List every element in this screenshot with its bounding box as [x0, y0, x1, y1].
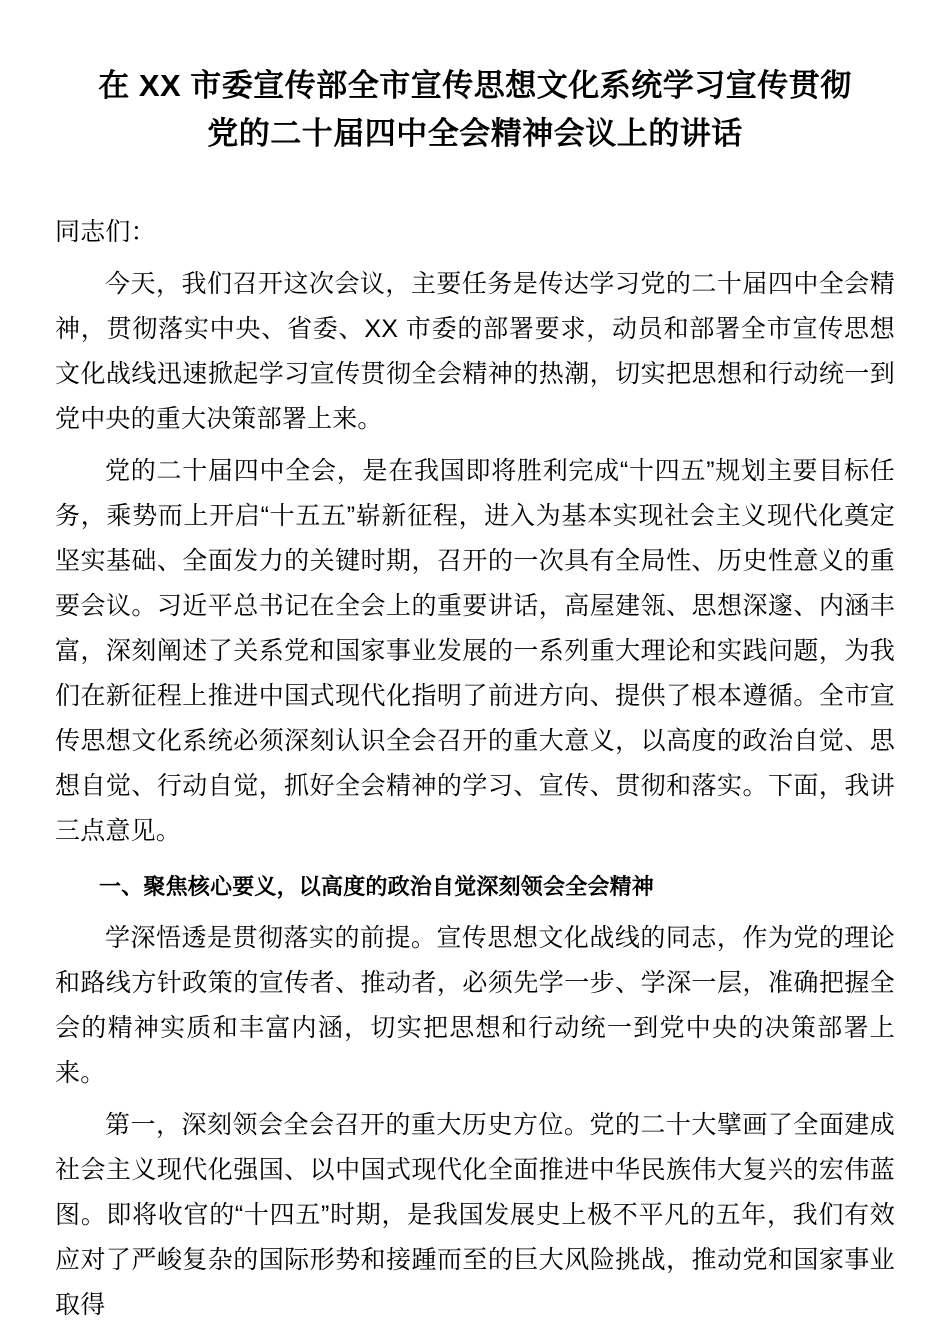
page-title-line-1: 在 XX 市委宣传部全市宣传思想文化系统学习宣传贯彻	[98, 68, 852, 103]
paragraph-section1-point1: 第一，深刻领会全会召开的重大历史方位。党的二十大擘画了全面建成社会主义现代化强国、以中国式现代化全面推进中华民族伟大复兴的宏伟蓝图。即将收官的“十四五”时期，是我国发展史上极不平凡的五年，我们有效应对了严峻复杂的国际形势和接踵而至的巨大风险挑战，推动党和国家事业取得	[55, 1111, 895, 1319]
document-body	[55, 0, 895, 1328]
page-title	[55, 0, 895, 158]
paragraph-section1-intro: 学深悟透是贯彻落实的前提。宣传思想文化战线的同志，作为党的理论和路线方针政策的宣传者、推动者，必须先学一步、学深一层，准确把握全会的精神实质和丰富内涵，切实把思想和行动统一到党中央的决策部署上来。	[55, 924, 895, 1087]
page-title-line-2: 党的二十届四中全会精神会议上的讲话	[207, 116, 743, 151]
paragraph-opening: 今天，我们召开这次会议，主要任务是传达学习党的二十届四中全会精神，贯彻落实中央、省委、XX 市委的部署要求，动员和部署全市宣传思想文化战线迅速掀起学习宣传贯彻全会精神的热潮，切实把思想和行动统一到党中央的重大决策部署上来。	[55, 270, 895, 433]
paragraph-plenary-significance: 党的二十届四中全会，是在我国即将胜利完成“十四五”规划主要目标任务，乘势而上开启“十五五”崭新征程，进入为基本实现社会主义现代化奠定坚实基础、全面发力的关键时期，召开的一次具有全局性、历史性意义的重要会议。习近平总书记在全会上的重要讲话，高屋建瓴、思想深邃、内涵丰富，深刻阐述了关系党和国家事业发展的一系列重大理论和实践问题，为我们在新征程上推进中国式现代化指明了前进方向、提供了根本遵循。全市宣传思想文化系统必须深刻认识全会召开的重大意义，以高度的政治自觉、思想自觉、行动自觉，抓好全会精神的学习、宣传、贯彻和落实。下面，我讲三点意见。	[55, 457, 895, 845]
salutation: 同志们：	[55, 218, 156, 246]
section-heading-1: 一、聚焦核心要义，以高度的政治自觉深刻领会全会精神	[99, 874, 655, 899]
